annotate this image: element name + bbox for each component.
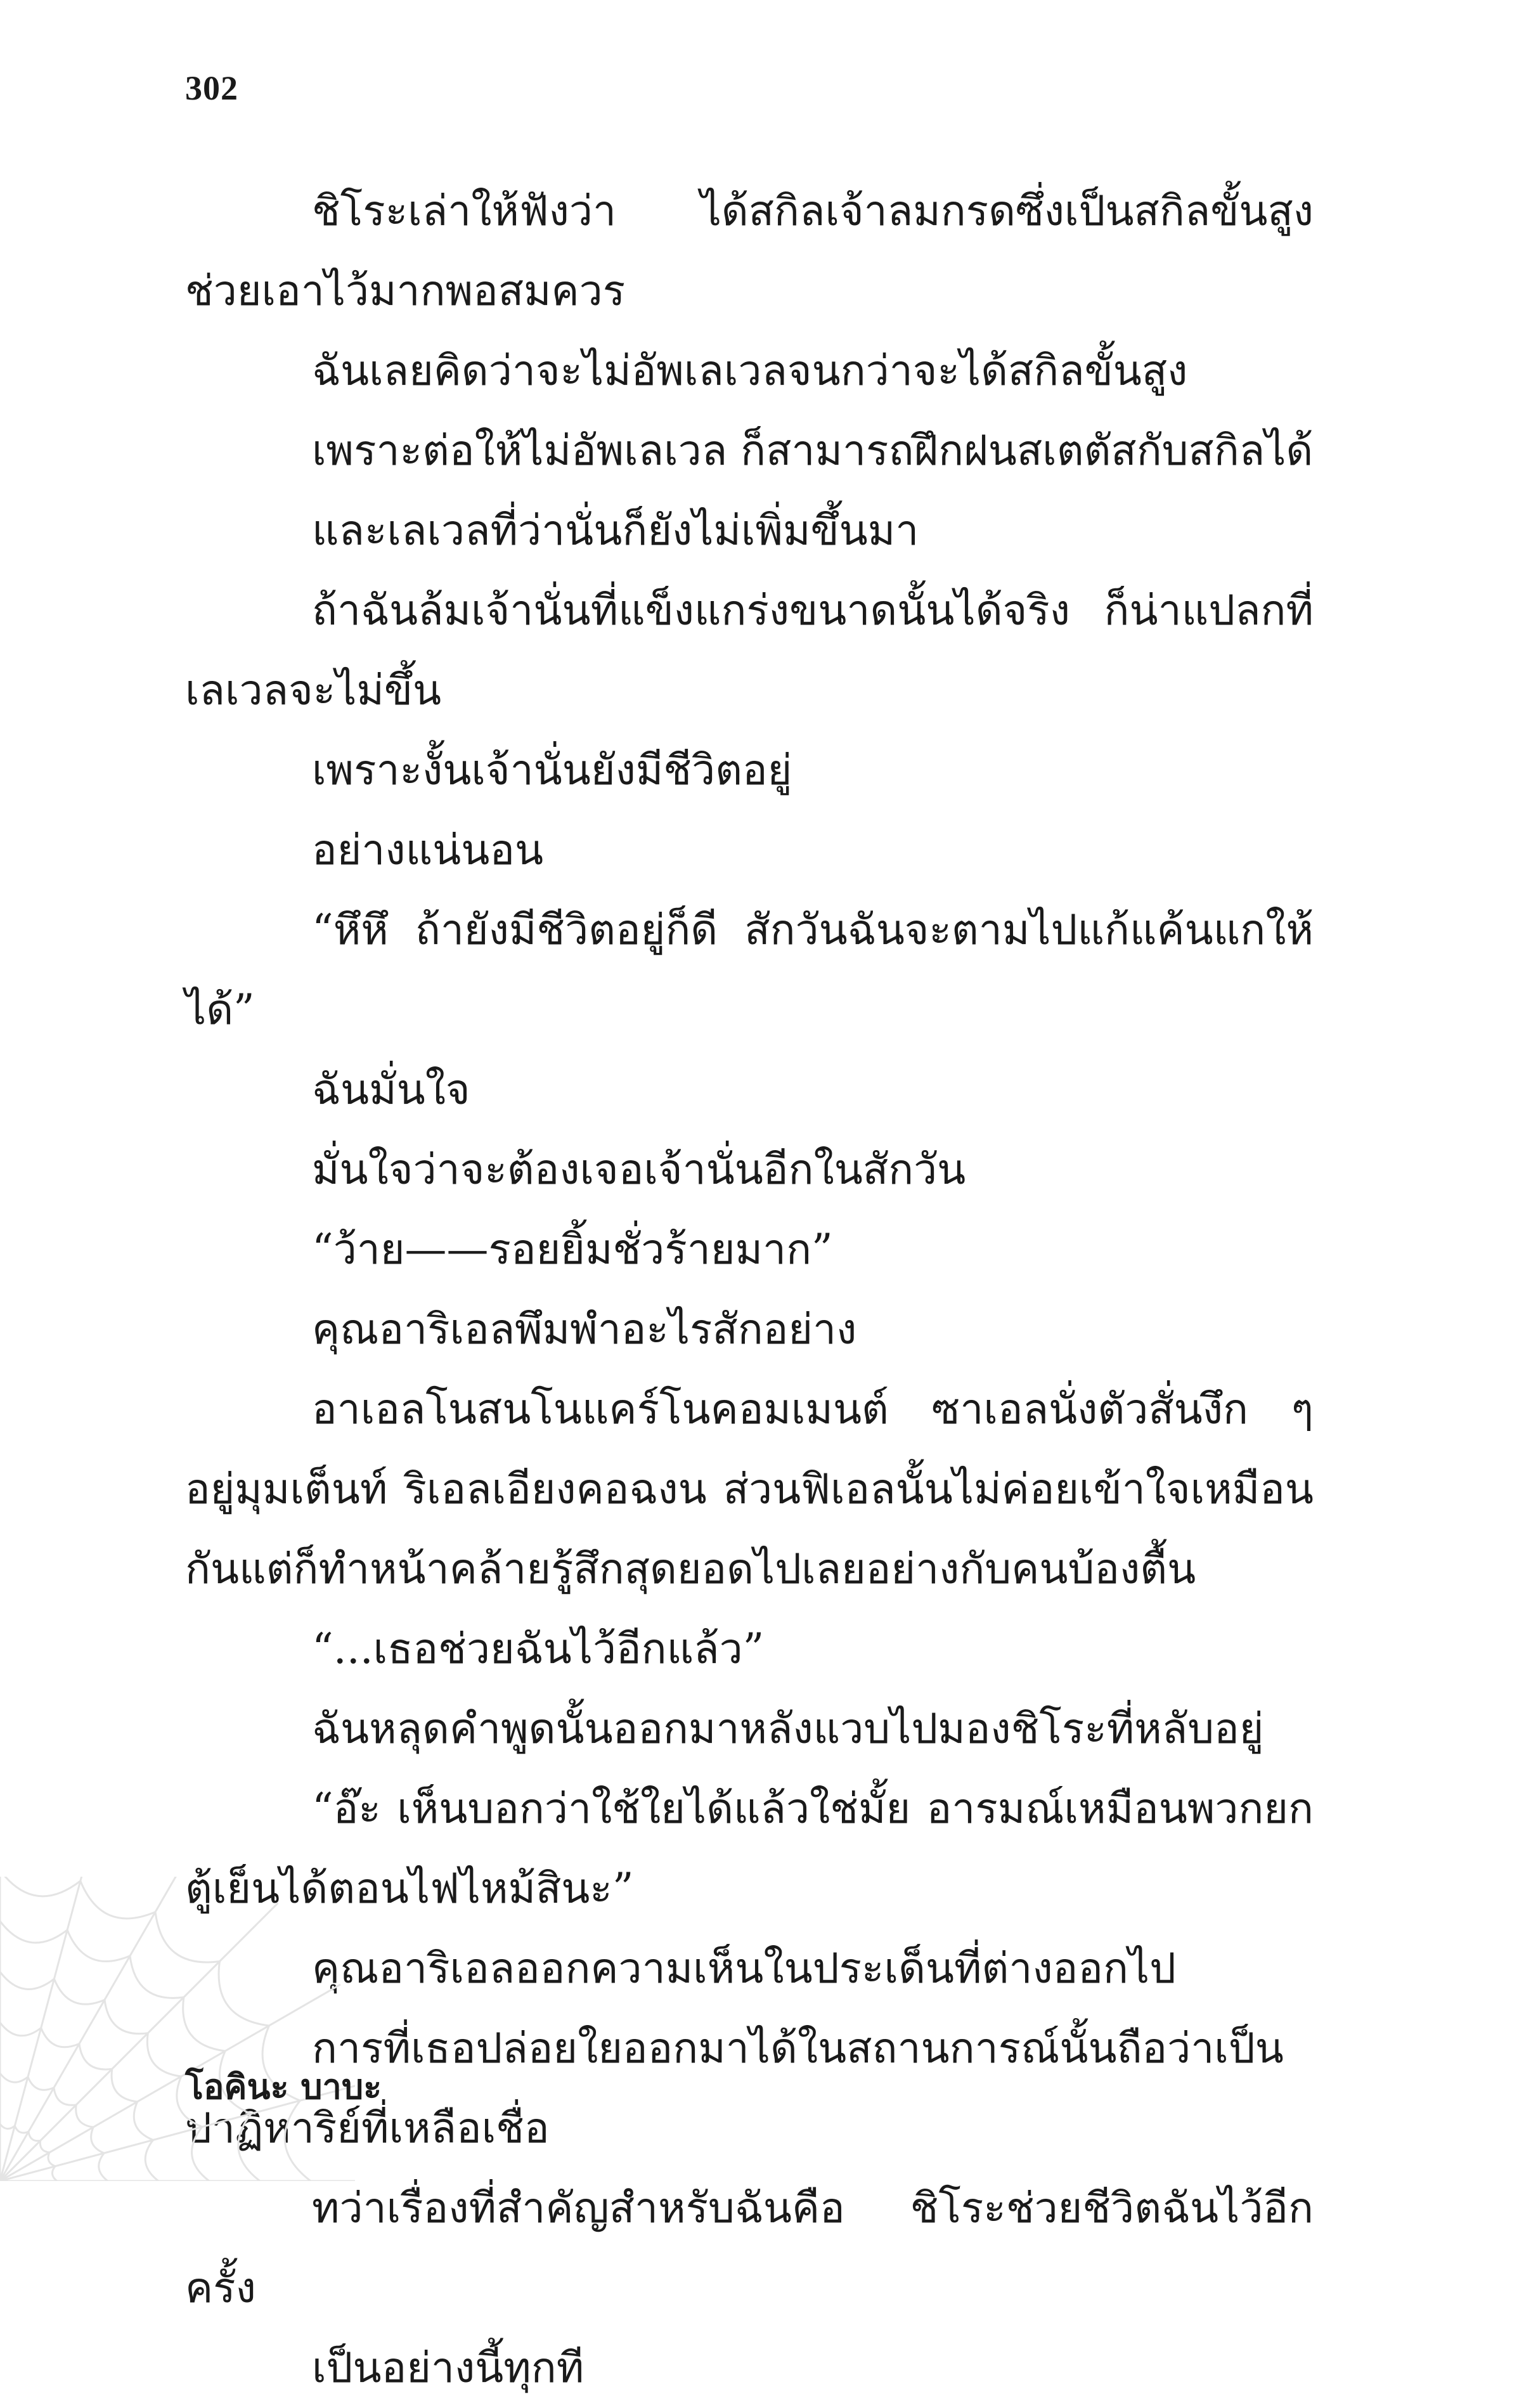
paragraph: ถ้าฉันล้มเจ้านั่นที่แข็งแกร่งขนาดนั้นได้จริง ก็น่าแปลกที่เลเวลจะไม่ขึ้น — [185, 586, 1314, 715]
paragraph: “หึหึ ถ้ายังมีชีวิตอยู่ก็ดี สักวันฉันจะตามไปแก้แค้นแกให้ได้” — [185, 905, 1314, 1034]
footer-author: โอคินะ บาบะ — [185, 2067, 382, 2107]
paragraph: เป็นอย่างนี้ทุกที — [312, 2343, 585, 2392]
paragraph: “ว้าย——รอยยิ้มชั่วร้ายมาก” — [312, 1225, 833, 1274]
paragraph: อาเอลโนสนโนแคร์โนคอมเมนต์ ซาเอลนั่งตัวสั่นงึก ๆ อยู่มุมเต็นท์ ริเอลเอียงคอฉงน ส่วนฟิเอลนั้นไม่ค่อยเข้าใจเหมือนกันแต่ก็ทำหน้าคล้ายรู้สึกสุดยอดไปเลยอย่างกับคนบ้องตื้น — [185, 1385, 1314, 1593]
paragraph: ฉันเลยคิดว่าจะไม่อัพเลเวลจนกว่าจะได้สกิลขั้นสูง — [312, 346, 1188, 395]
paragraph: การที่เธอปล่อยใยออกมาได้ในสถานการณ์นั้นถือว่าเป็นปาฏิหาริย์ที่เหลือเชื่อ — [185, 2024, 1284, 2152]
paragraph: อย่างแน่นอน — [312, 825, 544, 874]
paragraph: ฉันมั่นใจ — [312, 1065, 470, 1114]
paragraph: มั่นใจว่าจะต้องเจอเจ้านั่นอีกในสักวัน — [312, 1145, 966, 1194]
paragraph: คุณอาริเอลออกความเห็นในประเด็นที่ต่างออกไป — [312, 1944, 1177, 1993]
paragraph: “อ๊ะ เห็นบอกว่าใช้ใยได้แล้วใช่มั้ย อารมณ์เหมือนพวกยกตู้เย็นได้ตอนไฟไหม้สินะ” — [185, 1784, 1314, 1913]
paragraph: เพราะต่อให้ไม่อัพเลเวล ก็สามารถฝึกฝนสเตตัสกับสกิลได้ — [312, 426, 1314, 475]
paragraph: ชิโระเล่าให้ฟังว่า ได้สกิลเจ้าลมกรดซึ่งเป็นสกิลขั้นสูงช่วยเอาไว้มากพอสมควร — [185, 186, 1314, 315]
paragraph: “...เธอช่วยฉันไว้อีกแล้ว” — [312, 1624, 765, 1673]
paragraph: ฉันหลุดคำพูดนั้นออกมาหลังแวบไปมองชิโระที่หลับอยู่ — [312, 1704, 1264, 1753]
paragraph: และเลเวลที่ว่านั่นก็ยังไม่เพิ่มขึ้นมา — [312, 506, 919, 555]
paragraph: คุณอาริเอลพึมพำอะไรสักอย่าง — [312, 1305, 857, 1354]
paragraph: เพราะงั้นเจ้านั่นยังมีชีวิตอยู่ — [312, 746, 792, 794]
paragraph: ทว่าเรื่องที่สำคัญสำหรับฉันคือ ชิโระช่วยชีวิตฉันไว้อีกครั้ง — [185, 2184, 1314, 2312]
page-number: 302 — [185, 69, 238, 107]
